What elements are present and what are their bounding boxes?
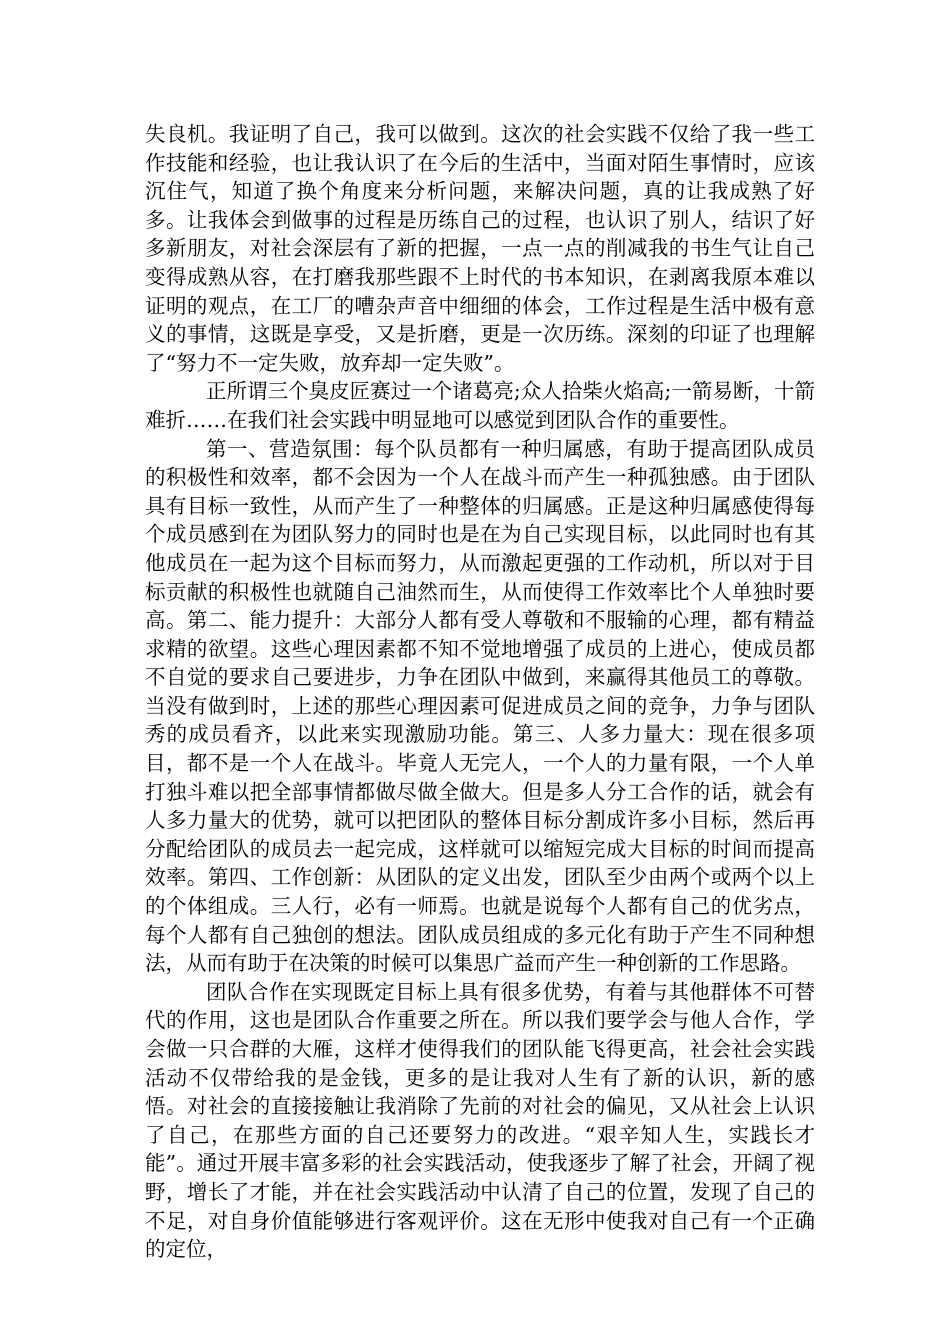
paragraph-1: 失良机。我证明了自己，我可以做到。这次的社会实践不仅给了我一些工作技能和经验，也让我认识了在今后的生活中，当面对陌生事情时，应该沉住气，知道了换个角度来分析问题，来解决问题，真的让我成熟了好多。让我体会到做事的过程是历练自己的过程，也认识了别人，结识了好多新朋友，对社会深层有了新的把握，一点一点的削减我的书生气让自己变得成熟从容，在打磨我那些跟不上时代的书本知识，在剥离我原本难以证明的观点，在工厂的嘈杂声音中细细的体会，工作过程是生活中极有意义的事情，这既是享受，又是折磨，更是一次历练。深刻的印证了也理解了“努力不一定失败，放弃却一定失败”。 [145,122,815,375]
paragraph-4: 团队合作在实现既定目标上具有很多优势，有着与其他群体不可替代的作用，这也是团队合作重要之所在。所以我们要学会与他人合作，学会做一只合群的大雁，这样才使得我们的团队能飞得更高，社会社会实践活动不仅带给我的是金钱，更多的是让我对人生有了新的认识，新的感悟。对社会的直接接触让我消除了先前的对社会的偏见，又从社会上认识了自己，在那些方面的自己还要努力的改进。“艰辛知人生，实践长才能”。通过开展丰富多彩的社会实践活动，使我逐步了解了社会，开阔了视野，增长了才能，并在社会实践活动中认清了自己的位置，发现了自己的不足，对自身价值能够进行客观评价。这在无形中使我对自己有一个正确的定位， [145,979,815,1262]
paragraph-3: 第一、营造氛围：每个队员都有一种归属感，有助于提高团队成员的积极性和效率，都不会因为一个人在战斗而产生一种孤独感。由于团队具有目标一致性，从而产生了一种整体的归属感。正是这种归属感使得每个成员感到在为团队努力的同时也是在为自己实现目标，以此同时也有其他成员在一起为这个目标而努力，从而激起更强的工作动机，所以对于目标贡献的积极性也就随自己油然而生，从而使得工作效率比个人单独时要高。第二、能力提升：大部分人都有受人尊敬和不服输的心理，都有精益求精的欲望。这些心理因素都不知不觉地增强了成员的上进心，使成员都不自觉的要求自己要进步，力争在团队中做到，来赢得其他员工的尊敬。当没有做到时，上述的那些心理因素可促进成员之间的竞争，力争与团队秀的成员看齐，以此来实现激励功能。第三、人多力量大：现在很多项目，都不是一个人在战斗。毕竟人无完人，一个人的力量有限，一个人单打独斗难以把全部事情都做尽做全做大。但是多人分工合作的话，就会有人多力量大的优势，就可以把团队的整体目标分割成许多小目标，然后再分配给团队的成员去一起完成，这样就可以缩短完成大目标的时间而提高效率。第四、工作创新：从团队的定义出发，团队至少由两个或两个以上的个体组成。三人行，必有一师焉。也就是说每个人都有自己的优劣点，每个人都有自己独创的想法。团队成员组成的多元化有助于产生不同种想法，从而有助于在决策的时候可以集思广益而产生一种创新的工作思路。 [145,436,815,976]
paragraph-2: 正所谓三个臭皮匠赛过一个诸葛亮;众人拾柴火焰高;一箭易断，十箭难折……在我们社会实践中明显地可以感觉到团队合作的重要性。 [145,379,815,432]
document-body [145,120,815,1264]
